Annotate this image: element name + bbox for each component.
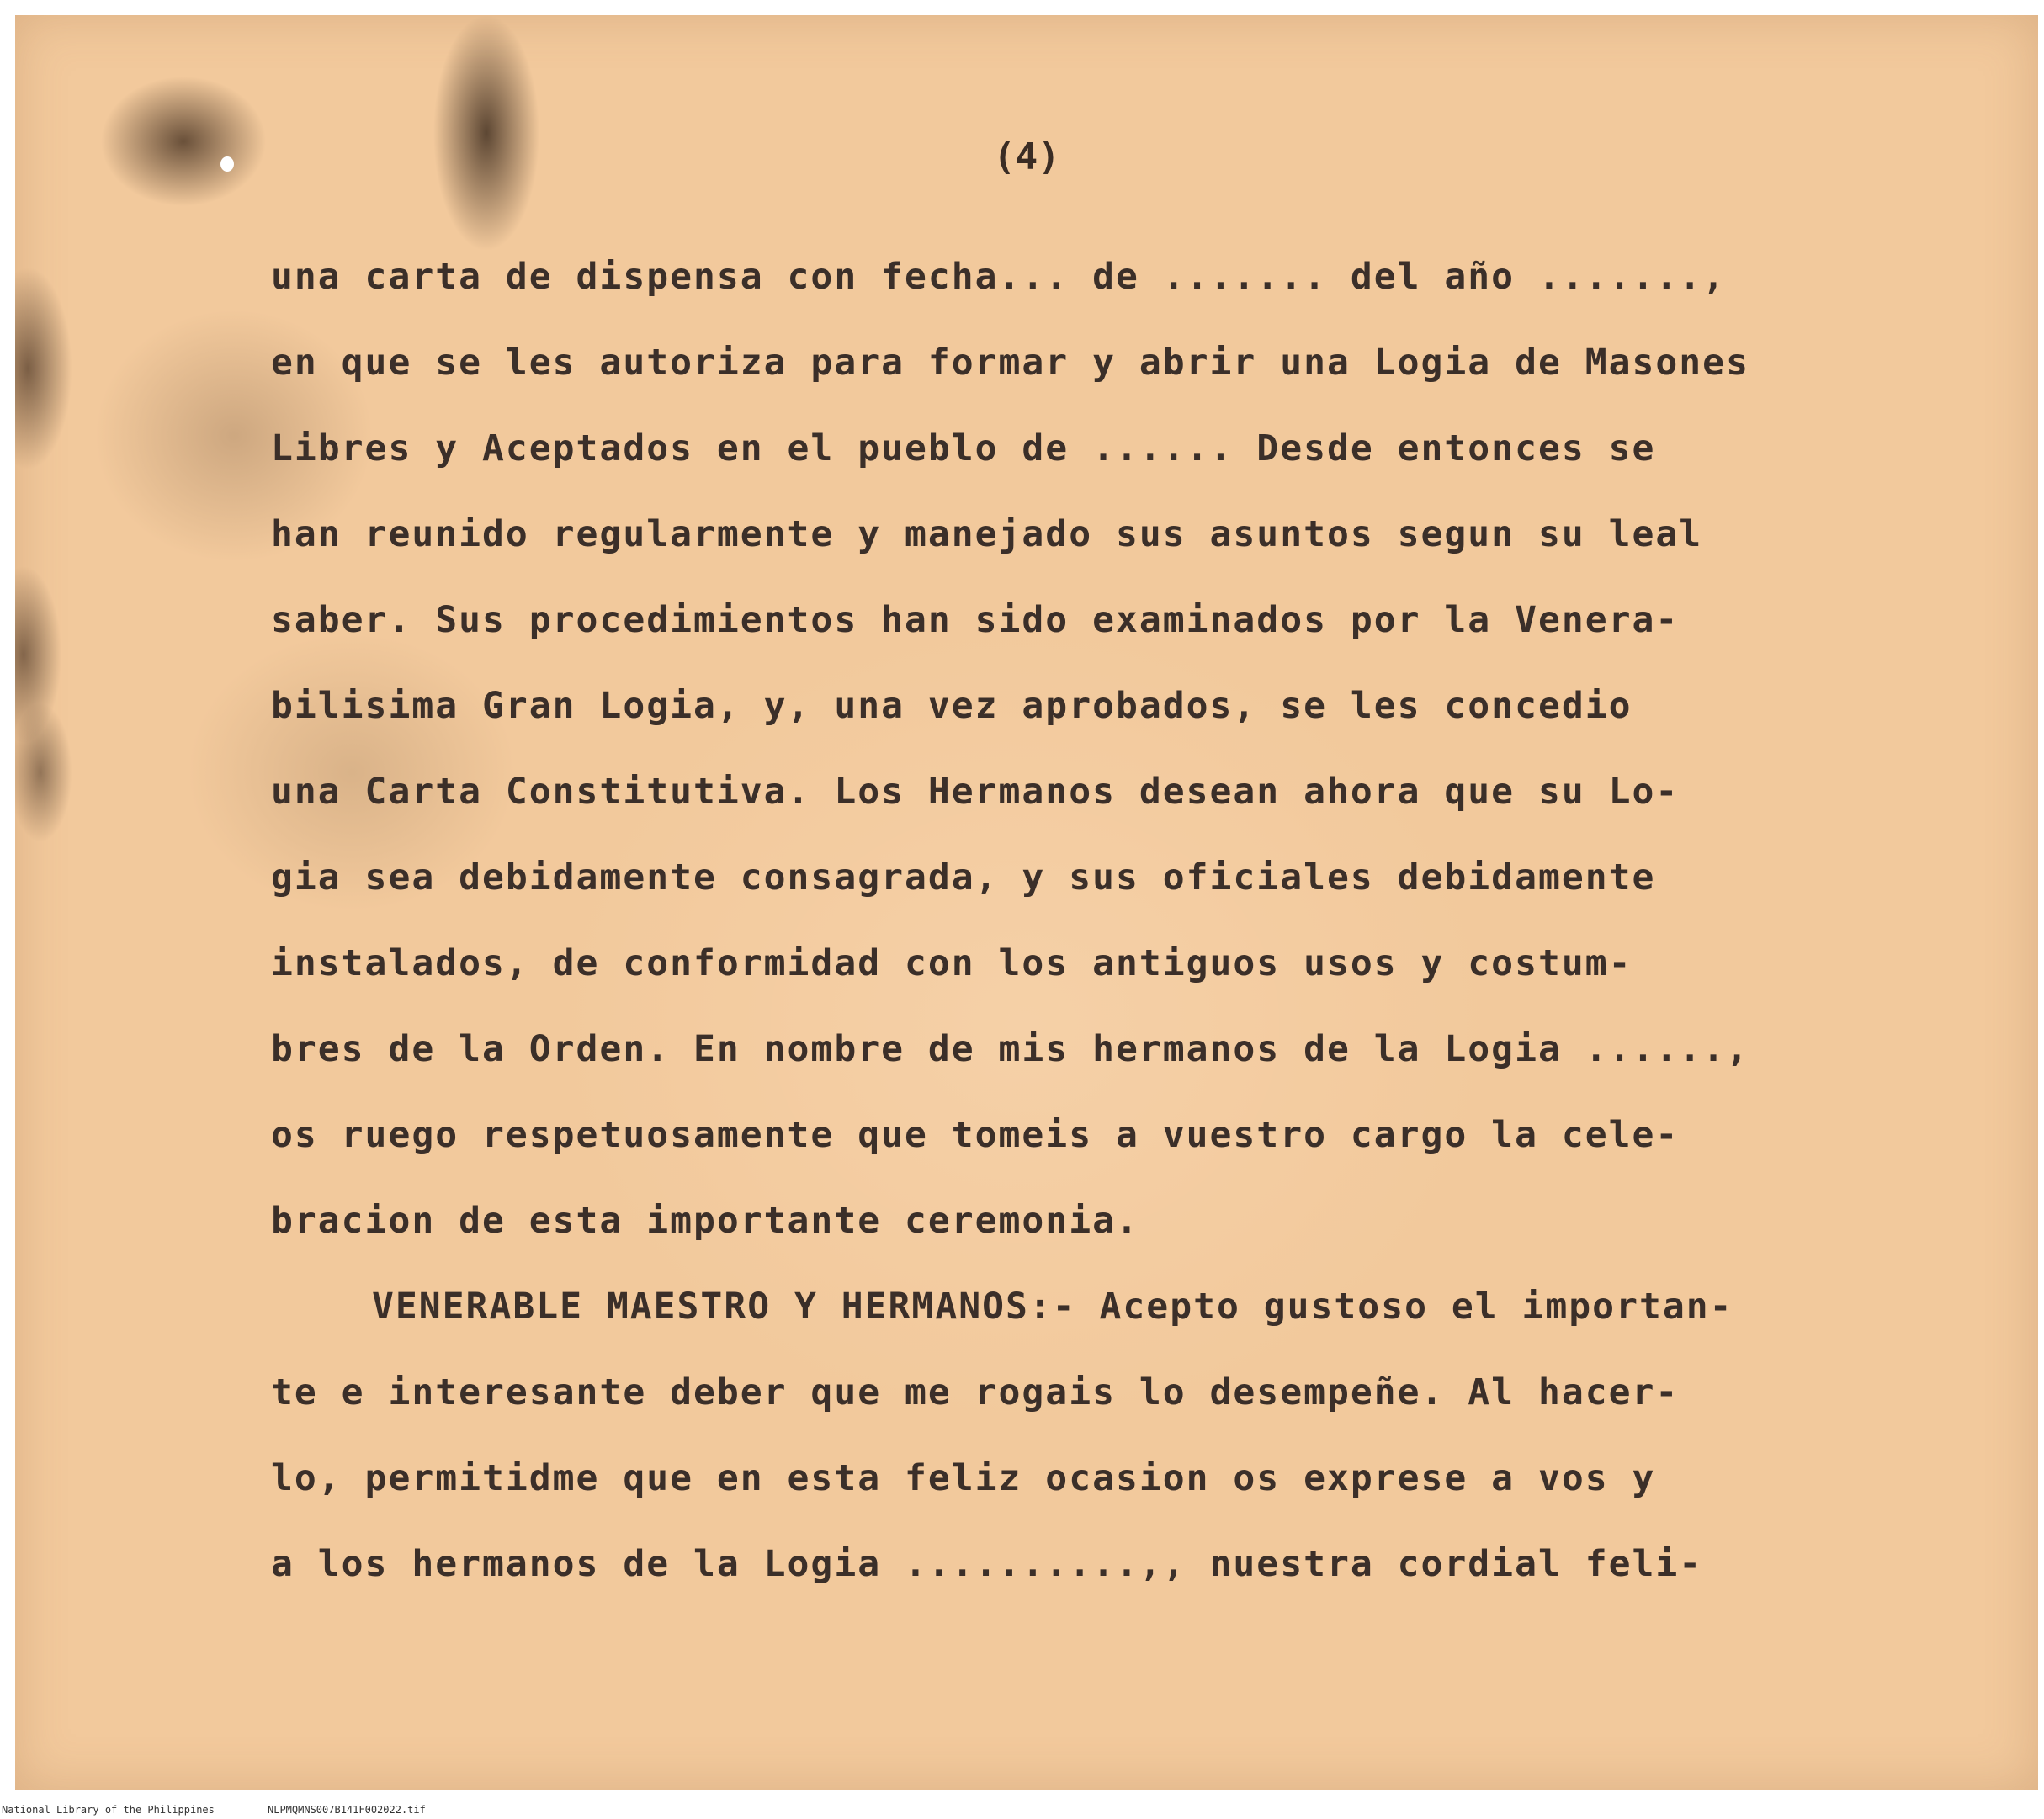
page-number: (4) [993, 135, 1060, 178]
text-line: lo, permitidme que en esta feliz ocasion os exprese a vos y [271, 1457, 1656, 1499]
text-line: gia sea debidamente consagrada, y sus oficiales debidamente [271, 856, 1656, 899]
text-line: Libres y Aceptados en el pueblo de ...... Desde entonces se [271, 427, 1656, 469]
file-name: NLPMQMNS007B141F002022.tif [268, 1804, 426, 1816]
text-line: han reunido regularmente y manejado sus asuntos segun su leal [271, 513, 1703, 555]
text-line: a los hermanos de la Logia ..........,, nuestra cordial feli- [271, 1543, 1703, 1585]
document-page [15, 15, 2038, 1790]
text-line: en que se les autoriza para formar y abrir una Logia de Masones [271, 342, 1749, 384]
text-line: una carta de dispensa con fecha... de ....... del año ......., [271, 256, 1727, 298]
text-line: te e interesante deber que me rogais lo desempeñe. Al hacer- [271, 1371, 1680, 1413]
library-credit: National Library of the Philippines [2, 1804, 215, 1816]
text-line: instalados, de conformidad con los antiguos usos y costum- [271, 942, 1633, 984]
text-line: bilisima Gran Logia, y, una vez aprobados, se les concedio [271, 685, 1633, 727]
document-body [271, 234, 1954, 1607]
text-line: bres de la Orden. En nombre de mis hermanos de la Logia ......, [271, 1028, 1749, 1070]
text-line: VENERABLE MAESTRO Y HERMANOS:- Acepto gustoso el importan- [372, 1286, 1733, 1328]
text-line: bracion de esta importante ceremonia. [271, 1200, 1139, 1242]
text-line: una Carta Constitutiva. Los Hermanos desean ahora que su Lo- [271, 771, 1680, 813]
text-line: os ruego respetuosamente que tomeis a vuestro cargo la cele- [271, 1114, 1680, 1156]
text-line: saber. Sus procedimientos han sido examinados por la Venera- [271, 599, 1680, 641]
